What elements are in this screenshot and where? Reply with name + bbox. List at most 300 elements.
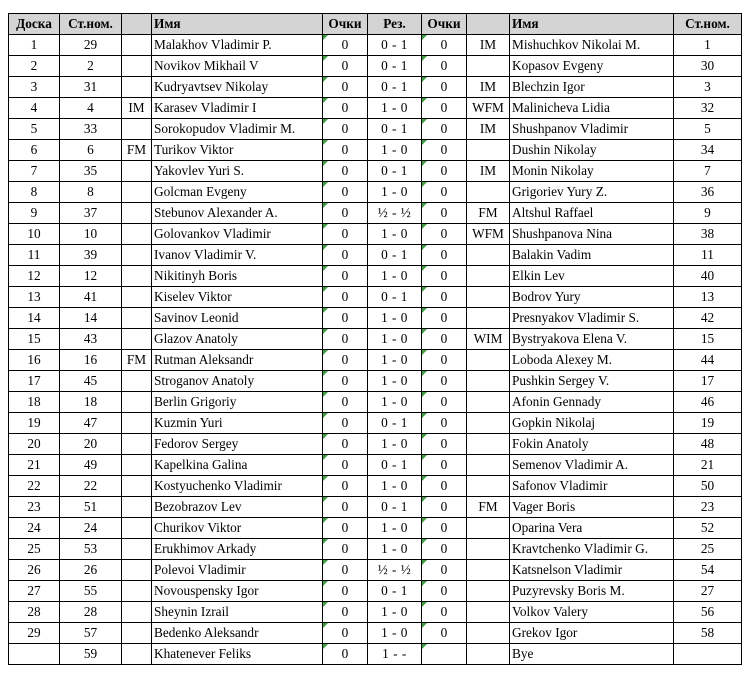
black-title-cell: IM xyxy=(467,35,510,56)
white-points-cell: 0 xyxy=(323,329,368,350)
black-title-cell xyxy=(467,350,510,371)
result-cell: 1 - 0 xyxy=(368,308,422,329)
white-points-cell: 0 xyxy=(323,203,368,224)
board-cell: 25 xyxy=(9,539,60,560)
board-cell: 22 xyxy=(9,476,60,497)
black-points-cell: 0 xyxy=(422,539,467,560)
white-points-cell: 0 xyxy=(323,140,368,161)
white-name-cell: Kostyuchenko Vladimir xyxy=(152,476,323,497)
black-points-cell: 0 xyxy=(422,56,467,77)
white-name-cell: Bezobrazov Lev xyxy=(152,497,323,518)
white-name-cell: Turikov Viktor xyxy=(152,140,323,161)
white-points-cell: 0 xyxy=(323,434,368,455)
black-points-cell: 0 xyxy=(422,98,467,119)
result-cell: 1 - 0 xyxy=(368,623,422,644)
white-number-cell: 4 xyxy=(60,98,122,119)
white-title-cell xyxy=(122,203,152,224)
black-points-cell: 0 xyxy=(422,119,467,140)
black-points-cell: 0 xyxy=(422,224,467,245)
black-number-cell: 3 xyxy=(674,77,742,98)
result-cell: 1 - 0 xyxy=(368,140,422,161)
black-title-cell xyxy=(467,602,510,623)
white-points-cell: 0 xyxy=(323,182,368,203)
black-points-cell: 0 xyxy=(422,266,467,287)
white-number-cell: 16 xyxy=(60,350,122,371)
black-name-cell: Afonin Gennady xyxy=(510,392,674,413)
black-title-cell xyxy=(467,518,510,539)
board-cell: 9 xyxy=(9,203,60,224)
header-white-name: Имя xyxy=(152,14,323,35)
white-name-cell: Savinov Leonid xyxy=(152,308,323,329)
black-name-cell: Oparina Vera xyxy=(510,518,674,539)
black-title-cell xyxy=(467,434,510,455)
white-name-cell: Kuzmin Yuri xyxy=(152,413,323,434)
black-number-cell: 48 xyxy=(674,434,742,455)
board-cell: 5 xyxy=(9,119,60,140)
black-title-cell: FM xyxy=(467,497,510,518)
white-number-cell: 24 xyxy=(60,518,122,539)
table-row xyxy=(9,455,742,476)
black-number-cell: 46 xyxy=(674,392,742,413)
pairings-body xyxy=(9,35,742,665)
black-points-cell: 0 xyxy=(422,203,467,224)
black-number-cell: 17 xyxy=(674,371,742,392)
black-title-cell: WFM xyxy=(467,224,510,245)
white-name-cell: Rutman Aleksandr xyxy=(152,350,323,371)
white-points-cell: 0 xyxy=(323,644,368,665)
white-number-cell: 8 xyxy=(60,182,122,203)
black-points-cell: 0 xyxy=(422,77,467,98)
black-name-cell: Elkin Lev xyxy=(510,266,674,287)
white-points-cell: 0 xyxy=(323,497,368,518)
black-number-cell: 23 xyxy=(674,497,742,518)
white-number-cell: 12 xyxy=(60,266,122,287)
white-number-cell: 18 xyxy=(60,392,122,413)
white-points-cell: 0 xyxy=(323,602,368,623)
black-number-cell: 34 xyxy=(674,140,742,161)
white-number-cell: 26 xyxy=(60,560,122,581)
black-points-cell: 0 xyxy=(422,371,467,392)
black-name-cell: Kravtchenko Vladimir G. xyxy=(510,539,674,560)
white-number-cell: 29 xyxy=(60,35,122,56)
white-title-cell xyxy=(122,245,152,266)
black-name-cell: Shushpanov Vladimir xyxy=(510,119,674,140)
table-row xyxy=(9,308,742,329)
black-name-cell: Pushkin Sergey V. xyxy=(510,371,674,392)
black-title-cell: IM xyxy=(467,77,510,98)
black-title-cell xyxy=(467,245,510,266)
table-row xyxy=(9,35,742,56)
white-points-cell: 0 xyxy=(323,581,368,602)
white-points-cell: 0 xyxy=(323,518,368,539)
result-cell: 1 - 0 xyxy=(368,539,422,560)
table-row xyxy=(9,119,742,140)
black-points-cell: 0 xyxy=(422,560,467,581)
white-number-cell: 10 xyxy=(60,224,122,245)
white-number-cell: 45 xyxy=(60,371,122,392)
black-points-cell: 0 xyxy=(422,140,467,161)
black-title-cell xyxy=(467,392,510,413)
white-number-cell: 20 xyxy=(60,434,122,455)
board-cell: 1 xyxy=(9,35,60,56)
white-number-cell: 51 xyxy=(60,497,122,518)
white-number-cell: 39 xyxy=(60,245,122,266)
white-title-cell xyxy=(122,581,152,602)
board-cell: 10 xyxy=(9,224,60,245)
black-points-cell: 0 xyxy=(422,329,467,350)
result-cell: 1 - 0 xyxy=(368,224,422,245)
black-name-cell: Fokin Anatoly xyxy=(510,434,674,455)
white-title-cell xyxy=(122,224,152,245)
white-name-cell: Kiselev Viktor xyxy=(152,287,323,308)
black-number-cell: 38 xyxy=(674,224,742,245)
result-cell: 1 - 0 xyxy=(368,182,422,203)
black-title-cell xyxy=(467,455,510,476)
black-points-cell: 0 xyxy=(422,308,467,329)
white-name-cell: Yakovlev Yuri S. xyxy=(152,161,323,182)
black-points-cell: 0 xyxy=(422,350,467,371)
result-cell: 0 - 1 xyxy=(368,119,422,140)
black-name-cell: Kopasov Evgeny xyxy=(510,56,674,77)
white-points-cell: 0 xyxy=(323,287,368,308)
board-cell: 23 xyxy=(9,497,60,518)
board-cell: 7 xyxy=(9,161,60,182)
white-number-cell: 22 xyxy=(60,476,122,497)
board-cell: 8 xyxy=(9,182,60,203)
table-row xyxy=(9,224,742,245)
white-title-cell xyxy=(122,119,152,140)
white-title-cell xyxy=(122,602,152,623)
white-title-cell: FM xyxy=(122,350,152,371)
black-title-cell: WIM xyxy=(467,329,510,350)
header-black-number: Ст.ном. xyxy=(674,14,742,35)
black-points-cell: 0 xyxy=(422,287,467,308)
black-title-cell: FM xyxy=(467,203,510,224)
black-name-cell: Bodrov Yury xyxy=(510,287,674,308)
white-name-cell: Glazov Anatoly xyxy=(152,329,323,350)
white-title-cell xyxy=(122,77,152,98)
black-title-cell xyxy=(467,539,510,560)
black-title-cell: IM xyxy=(467,161,510,182)
result-cell: 1 - 0 xyxy=(368,392,422,413)
board-cell: 4 xyxy=(9,98,60,119)
white-points-cell: 0 xyxy=(323,413,368,434)
white-number-cell: 43 xyxy=(60,329,122,350)
board-cell: 24 xyxy=(9,518,60,539)
white-title-cell xyxy=(122,476,152,497)
white-title-cell xyxy=(122,560,152,581)
white-number-cell: 6 xyxy=(60,140,122,161)
black-number-cell: 9 xyxy=(674,203,742,224)
white-points-cell: 0 xyxy=(323,266,368,287)
result-cell: 1 - 0 xyxy=(368,518,422,539)
table-row xyxy=(9,98,742,119)
header-white-title xyxy=(122,14,152,35)
black-points-cell: 0 xyxy=(422,35,467,56)
header-result: Рез. xyxy=(368,14,422,35)
white-number-cell: 33 xyxy=(60,119,122,140)
white-points-cell: 0 xyxy=(323,35,368,56)
black-number-cell: 54 xyxy=(674,560,742,581)
white-title-cell xyxy=(122,455,152,476)
white-points-cell: 0 xyxy=(323,77,368,98)
white-title-cell xyxy=(122,329,152,350)
white-title-cell xyxy=(122,539,152,560)
black-name-cell: Blechzin Igor xyxy=(510,77,674,98)
white-points-cell: 0 xyxy=(323,371,368,392)
black-number-cell: 11 xyxy=(674,245,742,266)
black-name-cell: Altshul Raffael xyxy=(510,203,674,224)
table-row xyxy=(9,203,742,224)
table-row xyxy=(9,182,742,203)
black-name-cell: Presnyakov Vladimir S. xyxy=(510,308,674,329)
table-row xyxy=(9,560,742,581)
result-cell: 0 - 1 xyxy=(368,35,422,56)
black-title-cell xyxy=(467,371,510,392)
white-title-cell xyxy=(122,434,152,455)
header-black-title xyxy=(467,14,510,35)
white-title-cell xyxy=(122,392,152,413)
black-points-cell: 0 xyxy=(422,518,467,539)
black-number-cell: 52 xyxy=(674,518,742,539)
table-row xyxy=(9,413,742,434)
black-title-cell xyxy=(467,308,510,329)
black-points-cell: 0 xyxy=(422,497,467,518)
black-name-cell: Shushpanova Nina xyxy=(510,224,674,245)
black-title-cell xyxy=(467,182,510,203)
white-points-cell: 0 xyxy=(323,161,368,182)
white-title-cell xyxy=(122,161,152,182)
white-number-cell: 53 xyxy=(60,539,122,560)
white-name-cell: Ivanov Vladimir V. xyxy=(152,245,323,266)
white-name-cell: Polevoi Vladimir xyxy=(152,560,323,581)
header-white-number: Ст.ном. xyxy=(60,14,122,35)
black-title-cell xyxy=(467,623,510,644)
result-cell: 0 - 1 xyxy=(368,497,422,518)
black-number-cell: 40 xyxy=(674,266,742,287)
table-row xyxy=(9,56,742,77)
black-name-cell: Vager Boris xyxy=(510,497,674,518)
black-number-cell: 5 xyxy=(674,119,742,140)
black-name-cell: Volkov Valery xyxy=(510,602,674,623)
white-name-cell: Karasev Vladimir I xyxy=(152,98,323,119)
black-points-cell: 0 xyxy=(422,476,467,497)
black-title-cell: WFM xyxy=(467,98,510,119)
result-cell: ½ - ½ xyxy=(368,560,422,581)
white-title-cell xyxy=(122,266,152,287)
result-cell: 1 - 0 xyxy=(368,266,422,287)
table-row xyxy=(9,581,742,602)
result-cell: 0 - 1 xyxy=(368,77,422,98)
black-name-cell: Loboda Alexey M. xyxy=(510,350,674,371)
black-name-cell: Safonov Vladimir xyxy=(510,476,674,497)
white-name-cell: Erukhimov Arkady xyxy=(152,539,323,560)
result-cell: 0 - 1 xyxy=(368,56,422,77)
white-name-cell: Novikov Mikhail V xyxy=(152,56,323,77)
white-title-cell xyxy=(122,644,152,665)
white-points-cell: 0 xyxy=(323,308,368,329)
white-name-cell: Fedorov Sergey xyxy=(152,434,323,455)
white-name-cell: Kudryavtsev Nikolay xyxy=(152,77,323,98)
table-row xyxy=(9,350,742,371)
black-title-cell xyxy=(467,581,510,602)
black-number-cell: 27 xyxy=(674,581,742,602)
result-cell: 0 - 1 xyxy=(368,287,422,308)
black-number-cell: 42 xyxy=(674,308,742,329)
board-cell: 20 xyxy=(9,434,60,455)
board-cell: 29 xyxy=(9,623,60,644)
board-cell: 18 xyxy=(9,392,60,413)
table-row xyxy=(9,245,742,266)
black-points-cell: 0 xyxy=(422,413,467,434)
table-row xyxy=(9,518,742,539)
black-number-cell: 32 xyxy=(674,98,742,119)
table-row xyxy=(9,644,742,665)
pairings-table xyxy=(8,13,742,665)
header-board: Доска xyxy=(9,14,60,35)
black-name-cell: Gopkin Nikolaj xyxy=(510,413,674,434)
white-points-cell: 0 xyxy=(323,476,368,497)
black-title-cell xyxy=(467,644,510,665)
black-number-cell: 1 xyxy=(674,35,742,56)
white-name-cell: Sorokopudov Vladimir M. xyxy=(152,119,323,140)
black-name-cell: Bystryakova Elena V. xyxy=(510,329,674,350)
board-cell xyxy=(9,644,60,665)
table-row xyxy=(9,329,742,350)
white-name-cell: Malakhov Vladimir P. xyxy=(152,35,323,56)
black-points-cell: 0 xyxy=(422,434,467,455)
board-cell: 26 xyxy=(9,560,60,581)
white-points-cell: 0 xyxy=(323,224,368,245)
white-number-cell: 49 xyxy=(60,455,122,476)
black-title-cell xyxy=(467,476,510,497)
result-cell: 1 - 0 xyxy=(368,476,422,497)
board-cell: 3 xyxy=(9,77,60,98)
white-number-cell: 35 xyxy=(60,161,122,182)
black-number-cell: 50 xyxy=(674,476,742,497)
black-points-cell: 0 xyxy=(422,245,467,266)
white-name-cell: Stroganov Anatoly xyxy=(152,371,323,392)
black-number-cell: 58 xyxy=(674,623,742,644)
result-cell: 1 - 0 xyxy=(368,371,422,392)
black-number-cell xyxy=(674,644,742,665)
black-name-cell: Monin Nikolay xyxy=(510,161,674,182)
white-points-cell: 0 xyxy=(323,539,368,560)
white-title-cell xyxy=(122,182,152,203)
board-cell: 6 xyxy=(9,140,60,161)
black-title-cell xyxy=(467,56,510,77)
result-cell: 0 - 1 xyxy=(368,581,422,602)
black-number-cell: 7 xyxy=(674,161,742,182)
white-points-cell: 0 xyxy=(323,560,368,581)
board-cell: 17 xyxy=(9,371,60,392)
white-points-cell: 0 xyxy=(323,455,368,476)
result-cell: 0 - 1 xyxy=(368,455,422,476)
result-cell: 1 - 0 xyxy=(368,350,422,371)
white-points-cell: 0 xyxy=(323,350,368,371)
white-points-cell: 0 xyxy=(323,119,368,140)
black-number-cell: 36 xyxy=(674,182,742,203)
white-title-cell xyxy=(122,371,152,392)
result-cell: 1 - 0 xyxy=(368,329,422,350)
board-cell: 28 xyxy=(9,602,60,623)
black-number-cell: 25 xyxy=(674,539,742,560)
black-number-cell: 21 xyxy=(674,455,742,476)
result-cell: 0 - 1 xyxy=(368,413,422,434)
black-name-cell: Malinicheva Lidia xyxy=(510,98,674,119)
black-points-cell: 0 xyxy=(422,392,467,413)
white-title-cell: FM xyxy=(122,140,152,161)
white-name-cell: Sheynin Izrail xyxy=(152,602,323,623)
table-row xyxy=(9,77,742,98)
white-name-cell: Khatenever Feliks xyxy=(152,644,323,665)
white-number-cell: 55 xyxy=(60,581,122,602)
white-points-cell: 0 xyxy=(323,245,368,266)
white-number-cell: 57 xyxy=(60,623,122,644)
black-name-cell: Puzyrevsky Boris M. xyxy=(510,581,674,602)
black-number-cell: 15 xyxy=(674,329,742,350)
black-name-cell: Grekov Igor xyxy=(510,623,674,644)
white-title-cell xyxy=(122,497,152,518)
white-name-cell: Stebunov Alexander A. xyxy=(152,203,323,224)
result-cell: 1 - 0 xyxy=(368,602,422,623)
table-row xyxy=(9,161,742,182)
board-cell: 2 xyxy=(9,56,60,77)
white-number-cell: 59 xyxy=(60,644,122,665)
header-black-points: Очки xyxy=(422,14,467,35)
board-cell: 19 xyxy=(9,413,60,434)
black-number-cell: 13 xyxy=(674,287,742,308)
board-cell: 16 xyxy=(9,350,60,371)
black-name-cell: Bye xyxy=(510,644,674,665)
board-cell: 11 xyxy=(9,245,60,266)
white-title-cell xyxy=(122,308,152,329)
board-cell: 12 xyxy=(9,266,60,287)
black-title-cell xyxy=(467,266,510,287)
white-number-cell: 31 xyxy=(60,77,122,98)
white-title-cell xyxy=(122,518,152,539)
white-title-cell: IM xyxy=(122,98,152,119)
table-row xyxy=(9,434,742,455)
board-cell: 14 xyxy=(9,308,60,329)
board-cell: 13 xyxy=(9,287,60,308)
white-title-cell xyxy=(122,413,152,434)
table-row xyxy=(9,497,742,518)
black-name-cell: Dushin Nikolay xyxy=(510,140,674,161)
black-name-cell: Grigoriev Yury Z. xyxy=(510,182,674,203)
black-name-cell: Katsnelson Vladimir xyxy=(510,560,674,581)
table-row xyxy=(9,266,742,287)
result-cell: 1 - 0 xyxy=(368,434,422,455)
white-title-cell xyxy=(122,56,152,77)
black-title-cell xyxy=(467,560,510,581)
header-black-name: Имя xyxy=(510,14,674,35)
black-name-cell: Balakin Vadim xyxy=(510,245,674,266)
white-number-cell: 41 xyxy=(60,287,122,308)
white-name-cell: Churikov Viktor xyxy=(152,518,323,539)
board-cell: 15 xyxy=(9,329,60,350)
result-cell: 0 - 1 xyxy=(368,161,422,182)
white-number-cell: 37 xyxy=(60,203,122,224)
result-cell: ½ - ½ xyxy=(368,203,422,224)
header-white-points: Очки xyxy=(323,14,368,35)
table-row xyxy=(9,392,742,413)
white-name-cell: Nikitinyh Boris xyxy=(152,266,323,287)
table-row xyxy=(9,623,742,644)
black-points-cell: 0 xyxy=(422,581,467,602)
white-name-cell: Berlin Grigoriy xyxy=(152,392,323,413)
black-number-cell: 19 xyxy=(674,413,742,434)
